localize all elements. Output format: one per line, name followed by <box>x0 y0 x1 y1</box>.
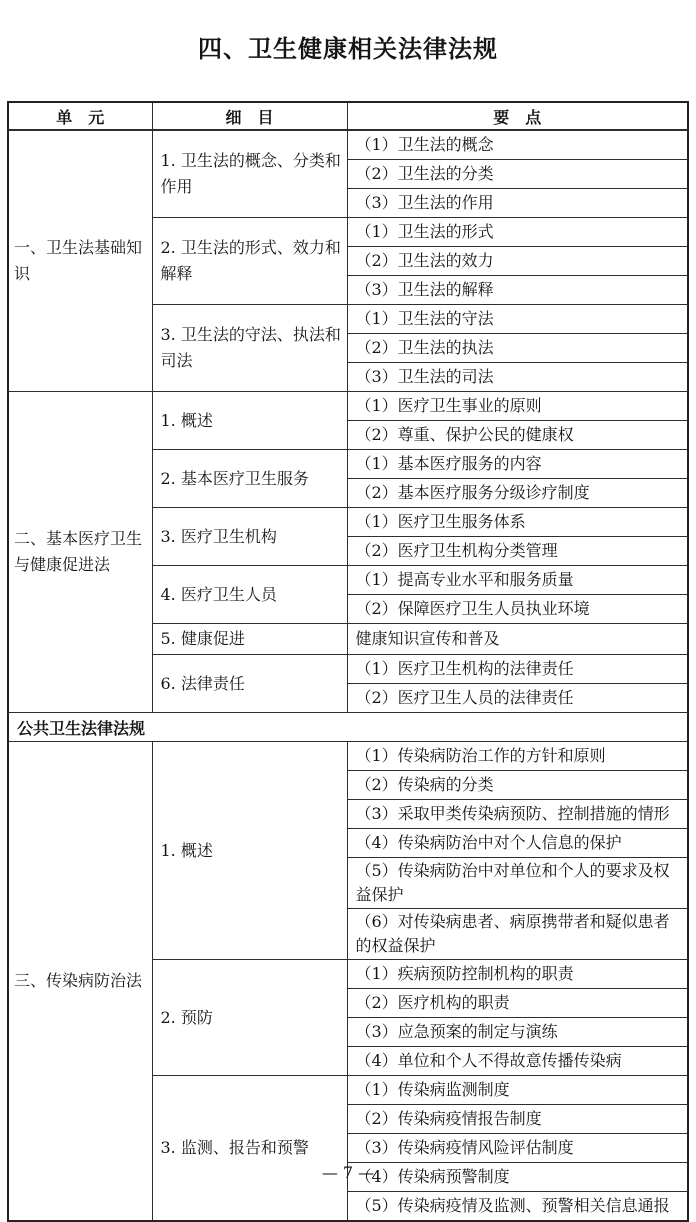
unit-cell: 二、基本医疗卫生与健康促进法 <box>8 392 152 713</box>
point-cell: （1）医疗卫生事业的原则 <box>347 392 688 421</box>
table-row <box>8 742 688 771</box>
point-cell: （3）卫生法的司法 <box>347 363 688 392</box>
table-row <box>8 392 688 421</box>
item-cell: 4. 医疗卫生人员 <box>152 566 347 624</box>
unit-cell: 三、传染病防治法 <box>8 742 152 1222</box>
point-cell: （1）传染病防治工作的方针和原则 <box>347 742 688 771</box>
point-cell: （2）传染病的分类 <box>347 771 688 800</box>
page-title: 四、卫生健康相关法律法规 <box>198 34 498 63</box>
point-cell: （6）对传染病患者、病原携带者和疑似患者的权益保护 <box>347 909 688 960</box>
unit-cell: 一、卫生法基础知识 <box>8 130 152 392</box>
point-cell: （2）卫生法的效力 <box>347 247 688 276</box>
point-cell: （2）保障医疗卫生人员执业环境 <box>347 595 688 624</box>
header-detail: 细 目 <box>152 102 347 130</box>
item-cell: 6. 法律责任 <box>152 655 347 713</box>
item-cell: 5. 健康促进 <box>152 624 347 655</box>
point-cell: 健康知识宣传和普及 <box>347 624 688 655</box>
point-cell: （2）传染病疫情报告制度 <box>347 1105 688 1134</box>
item-cell: 1. 概述 <box>152 392 347 450</box>
item-cell: 3. 监测、报告和预警 <box>152 1076 347 1222</box>
point-cell: （2）尊重、保护公民的健康权 <box>347 421 688 450</box>
table-header-row <box>8 102 688 130</box>
point-cell: （2）医疗卫生人员的法律责任 <box>347 684 688 713</box>
point-cell: （2）基本医疗服务分级诊疗制度 <box>347 479 688 508</box>
syllabus-table-body <box>8 130 688 1221</box>
item-cell: 1. 卫生法的概念、分类和作用 <box>152 130 347 218</box>
table-row <box>8 130 688 160</box>
point-cell: （3）应急预案的制定与演练 <box>347 1018 688 1047</box>
item-cell: 2. 卫生法的形式、效力和解释 <box>152 218 347 305</box>
point-cell: （2）卫生法的分类 <box>347 160 688 189</box>
point-cell: （2）医疗机构的职责 <box>347 989 688 1018</box>
point-cell: （1）传染病监测制度 <box>347 1076 688 1105</box>
point-cell: （1）医疗卫生机构的法律责任 <box>347 655 688 684</box>
point-cell: （1）提高专业水平和服务质量 <box>347 566 688 595</box>
point-cell: （2）卫生法的执法 <box>347 334 688 363</box>
point-cell: （5）传染病疫情及监测、预警相关信息通报 <box>347 1192 688 1222</box>
point-cell: （3）采取甲类传染病预防、控制措施的情形 <box>347 800 688 829</box>
header-points: 要 点 <box>347 102 688 130</box>
page-number: — 7 — <box>321 1163 375 1182</box>
point-cell: （1）医疗卫生服务体系 <box>347 508 688 537</box>
point-cell: （3）卫生法的解释 <box>347 276 688 305</box>
point-cell: （1）基本医疗服务的内容 <box>347 450 688 479</box>
point-cell: （1）疾病预防控制机构的职责 <box>347 960 688 989</box>
point-cell: （3）传染病疫情风险评估制度 <box>347 1134 688 1163</box>
point-cell: （4）单位和个人不得故意传播传染病 <box>347 1047 688 1076</box>
point-cell: （3）卫生法的作用 <box>347 189 688 218</box>
point-cell: （2）医疗卫生机构分类管理 <box>347 537 688 566</box>
syllabus-table <box>7 101 689 1222</box>
point-cell: （1）卫生法的概念 <box>347 130 688 160</box>
item-cell: 1. 概述 <box>152 742 347 960</box>
point-cell: （1）卫生法的守法 <box>347 305 688 334</box>
item-cell: 3. 卫生法的守法、执法和司法 <box>152 305 347 392</box>
point-cell: （1）卫生法的形式 <box>347 218 688 247</box>
header-unit: 单 元 <box>8 102 152 130</box>
item-cell: 2. 基本医疗卫生服务 <box>152 450 347 508</box>
point-cell: （4）传染病防治中对个人信息的保护 <box>347 829 688 858</box>
section-divider: 公共卫生法律法规 <box>8 713 688 742</box>
item-cell: 3. 医疗卫生机构 <box>152 508 347 566</box>
point-cell: （5）传染病防治中对单位和个人的要求及权益保护 <box>347 858 688 909</box>
section-divider-row <box>8 713 688 742</box>
point-cell: （4）传染病预警制度 <box>347 1163 688 1192</box>
item-cell: 2. 预防 <box>152 960 347 1076</box>
